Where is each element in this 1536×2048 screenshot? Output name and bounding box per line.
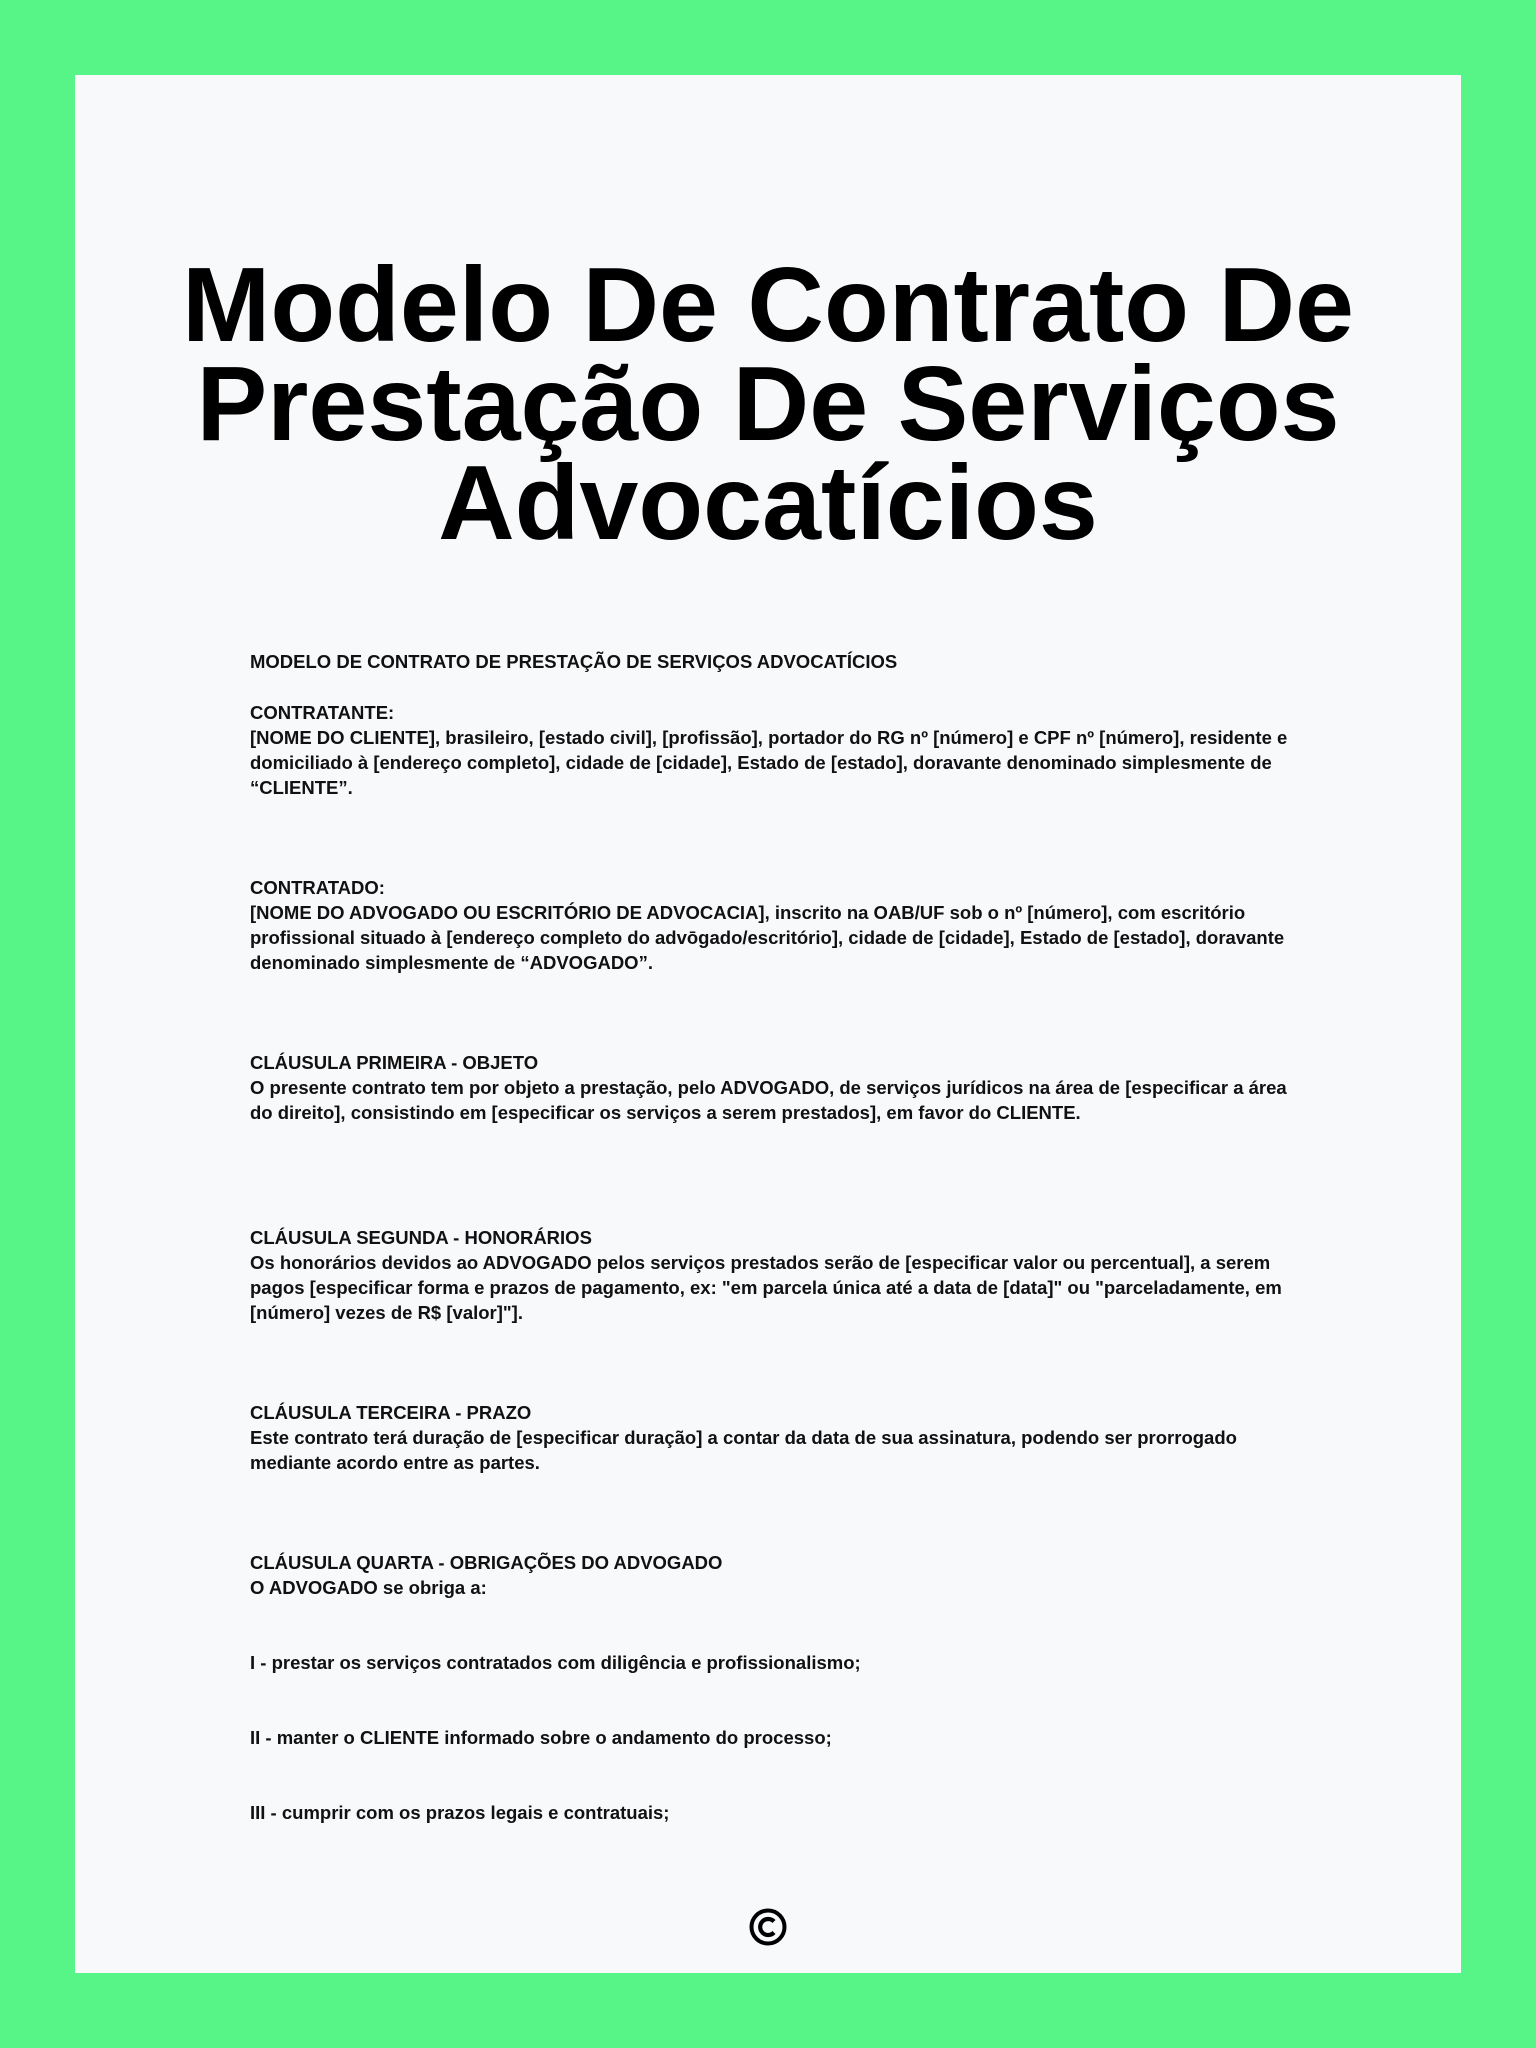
section-text: [NOME DO ADVOGADO OU ESCRITÓRIO DE ADVOCACIA], inscrito na OAB/UF sob o nº [número], com escritório profissional situado à [endereço completo do advōgado/escritório], cidade de [cidade], Estado de [estado], doravante denominado simplesmente de “ADVOGADO”. [250, 902, 1285, 973]
section-label: CONTRATADO: [250, 877, 385, 898]
section-text: [NOME DO CLIENTE], brasileiro, [estado civil], [profissão], portador do RG nº [número] e CPF nº [número], residente e domiciliado à [endereço completo], cidade de [cidade], Estado de [estado], doravante denominado simplesmente de “CLIENTE”. [250, 727, 1288, 798]
section-clausula-segunda [250, 1225, 1295, 1325]
section-label: CONTRATANTE: [250, 702, 395, 723]
copyright-icon [748, 1907, 788, 1947]
section-label: CLÁUSULA PRIMEIRA - OBJETO [250, 1052, 539, 1073]
title-line: Advocatícios [438, 444, 1098, 562]
section-clausula-terceira [250, 1400, 1295, 1475]
title-line: Prestação De Serviços [196, 345, 1340, 463]
section-text: Os honorários devidos ao ADVOGADO pelos serviços prestados serão de [especificar valor ou percentual], a serem pagos [especificar forma e prazos de pagamento, ex: "em parcela única até a data de [data]" ou "parceladamente, em [número] vezes de R$ [valor]"]. [250, 1252, 1282, 1323]
section-contratado [250, 875, 1295, 975]
list-item: III - cumprir com os prazos legais e contratuais; [250, 1802, 670, 1823]
section-text: Este contrato terá duração de [especificar duração] a contar da data de sua assinatura, podendo ser prorrogado mediante acordo entre as partes. [250, 1427, 1237, 1473]
section-label: CLÁUSULA QUARTA - OBRIGAÇÕES DO ADVOGADO [250, 1552, 723, 1573]
list-item: I - prestar os serviços contratados com diligência e profissionalismo; [250, 1652, 861, 1673]
section-text: O presente contrato tem por objeto a prestação, pelo ADVOGADO, de serviços jurídicos na área de [especificar a área do direito], consistindo em [especificar os serviços a serem prestados], em favor do CLIENTE. [250, 1077, 1287, 1123]
list-item: II - manter o CLIENTE informado sobre o andamento do processo; [250, 1727, 832, 1748]
section-clausula-quarta [250, 1550, 1295, 1600]
document-heading: MODELO DE CONTRATO DE PRESTAÇÃO DE SERVIÇOS ADVOCATÍCIOS [250, 651, 898, 672]
section-text: O ADVOGADO se obriga a: [250, 1577, 487, 1598]
section-contratante [250, 700, 1295, 800]
title-line: Modelo De Contrato De [182, 246, 1354, 364]
section-label: CLÁUSULA SEGUNDA - HONORÁRIOS [250, 1227, 592, 1248]
section-label: CLÁUSULA TERCEIRA - PRAZO [250, 1402, 532, 1423]
page-title [75, 246, 1461, 562]
section-clausula-primeira [250, 1050, 1295, 1125]
